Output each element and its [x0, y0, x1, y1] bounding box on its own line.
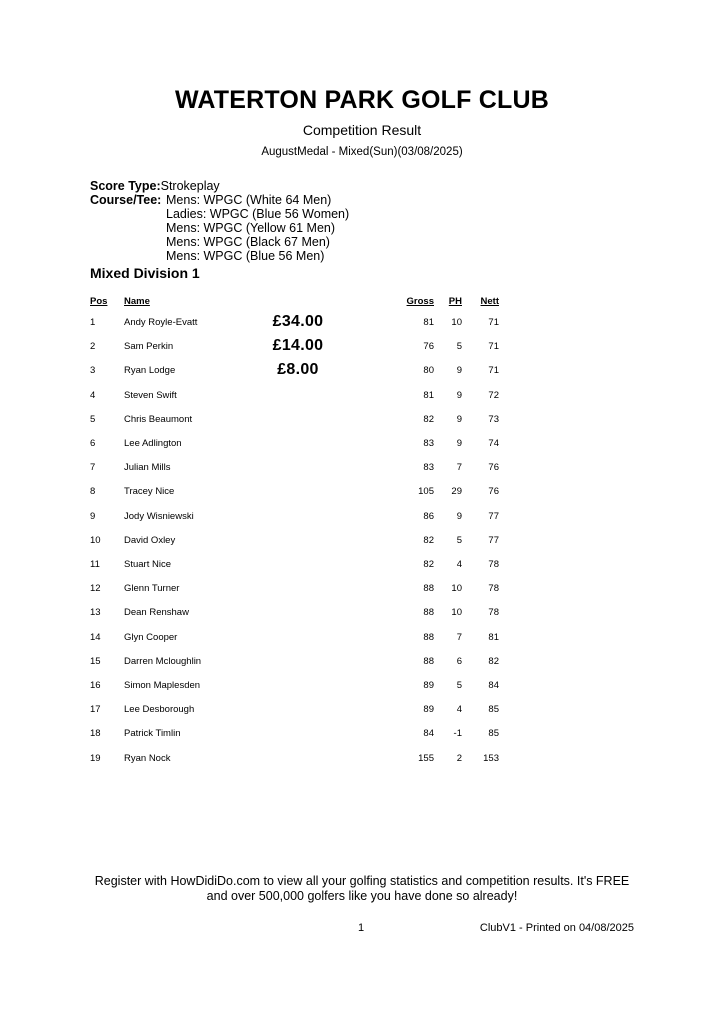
ph-cell: 5 — [456, 680, 462, 691]
name-cell: Chris Beaumont — [124, 413, 193, 425]
ph-cell: 9 — [456, 438, 462, 449]
table-row — [0, 704, 724, 724]
pos-cell: 6 — [90, 438, 96, 449]
gross-cell: 82 — [423, 413, 434, 425]
footer-line: Register with HowDidiDo.com to view all your golfing statistics and competition results. It's FREE — [94, 874, 630, 888]
name-cell: Jody Wisniewski — [124, 510, 194, 522]
pos-cell: 2 — [90, 341, 96, 353]
table-row — [0, 438, 724, 458]
name-cell: Glenn Turner — [124, 583, 180, 595]
pos-cell: 18 — [90, 728, 101, 740]
gross-cell: 76 — [423, 341, 434, 353]
pos-cell: 17 — [90, 704, 101, 716]
prize-amount: £8.00 — [277, 361, 319, 379]
name-cell: Patrick Timlin — [124, 728, 181, 740]
column-header-pos: Pos — [90, 296, 108, 307]
table-row — [0, 313, 724, 337]
ph-cell: 9 — [456, 389, 462, 401]
table-row — [0, 559, 724, 579]
name-cell: Darren Mcloughlin — [124, 655, 202, 667]
nett-cell: 78 — [488, 559, 499, 570]
table-row — [0, 361, 724, 385]
table-row — [0, 390, 724, 410]
gross-cell: 86 — [423, 510, 434, 522]
ph-cell: 7 — [456, 631, 462, 643]
table-row — [0, 535, 724, 555]
gross-cell: 82 — [423, 559, 434, 570]
name-cell: David Oxley — [124, 534, 176, 546]
pos-cell: 12 — [90, 583, 101, 595]
nett-cell: 71 — [488, 341, 499, 353]
pos-cell: 5 — [90, 413, 96, 425]
table-row — [0, 486, 724, 506]
name-cell: Stuart Nice — [124, 559, 171, 570]
table-row — [0, 414, 724, 434]
table-row — [0, 680, 724, 700]
gross-cell: 88 — [423, 631, 434, 643]
table-row — [0, 632, 724, 652]
table-row — [0, 583, 724, 603]
nett-cell: 76 — [488, 462, 499, 474]
nett-cell: 153 — [483, 752, 499, 764]
ph-cell: 9 — [456, 365, 462, 377]
gross-cell: 88 — [423, 607, 434, 619]
pos-cell: 19 — [90, 752, 101, 764]
pos-cell: 9 — [90, 510, 96, 522]
table-row — [0, 728, 724, 748]
nett-cell: 71 — [488, 317, 499, 328]
nett-cell: 77 — [488, 510, 499, 522]
score-type-line — [90, 180, 220, 194]
name-cell: Steven Swift — [124, 389, 177, 401]
gross-cell: 105 — [418, 486, 434, 498]
nett-cell: 72 — [488, 389, 499, 401]
gross-cell: 81 — [423, 317, 434, 328]
ph-cell: 29 — [451, 486, 462, 498]
ph-cell: -1 — [453, 728, 462, 740]
gross-cell: 82 — [423, 534, 434, 546]
table-row — [0, 511, 724, 531]
nett-cell: 85 — [488, 728, 499, 740]
table-row — [0, 656, 724, 676]
name-cell: Simon Maplesden — [124, 680, 201, 691]
page-number: 1 — [358, 922, 365, 934]
nett-cell: 74 — [488, 438, 499, 449]
pos-cell: 10 — [90, 534, 101, 546]
name-cell: Tracey Nice — [124, 486, 175, 498]
name-cell: Andy Royle-Evatt — [124, 317, 198, 328]
gross-cell: 84 — [423, 728, 434, 740]
gross-cell: 83 — [423, 438, 434, 449]
name-cell: Julian Mills — [124, 462, 171, 474]
ph-cell: 10 — [451, 583, 462, 595]
ph-cell: 5 — [456, 534, 462, 546]
pos-cell: 7 — [90, 462, 96, 474]
ph-cell: 9 — [456, 413, 462, 425]
gross-cell: 155 — [418, 752, 434, 764]
prize-amount: £34.00 — [272, 313, 324, 330]
nett-cell: 78 — [488, 607, 499, 619]
course-tee-label: Course/Tee: — [90, 193, 162, 207]
tee-line: Mens: WPGC (Yellow 61 Men) — [166, 221, 336, 235]
nett-cell: 77 — [488, 534, 499, 546]
footer-promo — [0, 874, 724, 904]
pos-cell: 13 — [90, 607, 101, 619]
ph-cell: 6 — [456, 655, 462, 667]
name-cell: Lee Desborough — [124, 704, 195, 716]
gross-cell: 83 — [423, 462, 434, 474]
tee-line: Mens: WPGC (Blue 56 Men) — [166, 249, 325, 263]
pos-cell: 15 — [90, 655, 101, 667]
pos-cell: 1 — [90, 317, 96, 328]
name-cell: Sam Perkin — [124, 341, 174, 353]
column-header-gross: Gross — [406, 296, 434, 307]
ph-cell: 2 — [456, 752, 462, 764]
prize-amount: £14.00 — [272, 337, 324, 355]
ph-cell: 10 — [451, 607, 462, 619]
nett-cell: 82 — [488, 655, 499, 667]
gross-cell: 89 — [423, 704, 434, 716]
nett-cell: 85 — [488, 704, 499, 716]
competition-name: AugustMedal - Mixed(Sun)(03/08/2025) — [261, 146, 463, 158]
pos-cell: 14 — [90, 631, 101, 643]
name-cell: Lee Adlington — [124, 438, 182, 449]
nett-cell: 84 — [488, 680, 499, 691]
ph-cell: 4 — [456, 704, 462, 716]
name-cell: Dean Renshaw — [124, 607, 189, 619]
name-cell: Glyn Cooper — [124, 631, 178, 643]
printed-info: ClubV1 - Printed on 04/08/2025 — [479, 922, 634, 934]
gross-cell: 89 — [423, 680, 434, 691]
tee-line: Mens: WPGC (White 64 Men) — [166, 193, 332, 207]
course-tee-label-line — [90, 194, 161, 208]
table-row — [0, 753, 724, 773]
pos-cell: 11 — [90, 559, 100, 570]
nett-cell: 76 — [488, 486, 499, 498]
name-cell: Ryan Nock — [124, 752, 171, 764]
ph-cell: 4 — [456, 559, 462, 570]
nett-cell: 81 — [488, 631, 499, 643]
footer-line: and over 500,000 golfers like you have done so already! — [206, 889, 518, 903]
score-type-value: Strokeplay — [160, 179, 220, 193]
gross-cell: 88 — [423, 583, 434, 595]
division-heading: Mixed Division 1 — [90, 265, 200, 281]
column-header-ph: PH — [448, 296, 462, 307]
gross-cell: 80 — [423, 365, 434, 377]
table-row — [0, 462, 724, 482]
column-header-name: Name — [124, 296, 150, 307]
ph-cell: 7 — [456, 462, 462, 474]
score-type-label: Score Type: — [90, 179, 161, 193]
column-header-nett: Nett — [480, 296, 499, 307]
pos-cell: 4 — [90, 389, 96, 401]
tee-line: Ladies: WPGC (Blue 56 Women) — [166, 207, 350, 221]
page-subtitle: Competition Result — [302, 122, 422, 138]
gross-cell: 81 — [423, 389, 434, 401]
table-row — [0, 607, 724, 627]
name-cell: Ryan Lodge — [124, 365, 176, 377]
tee-line: Mens: WPGC (Black 67 Men) — [166, 235, 330, 249]
club-title: WATERTON PARK GOLF CLUB — [174, 86, 550, 114]
pos-cell: 3 — [90, 365, 96, 377]
pos-cell: 16 — [90, 680, 101, 691]
nett-cell: 73 — [488, 413, 499, 425]
ph-cell: 9 — [456, 510, 462, 522]
ph-cell: 10 — [451, 317, 462, 328]
pos-cell: 8 — [90, 486, 96, 498]
gross-cell: 88 — [423, 655, 434, 667]
nett-cell: 71 — [488, 365, 499, 377]
ph-cell: 5 — [456, 341, 462, 353]
nett-cell: 78 — [488, 583, 499, 595]
table-row — [0, 337, 724, 361]
